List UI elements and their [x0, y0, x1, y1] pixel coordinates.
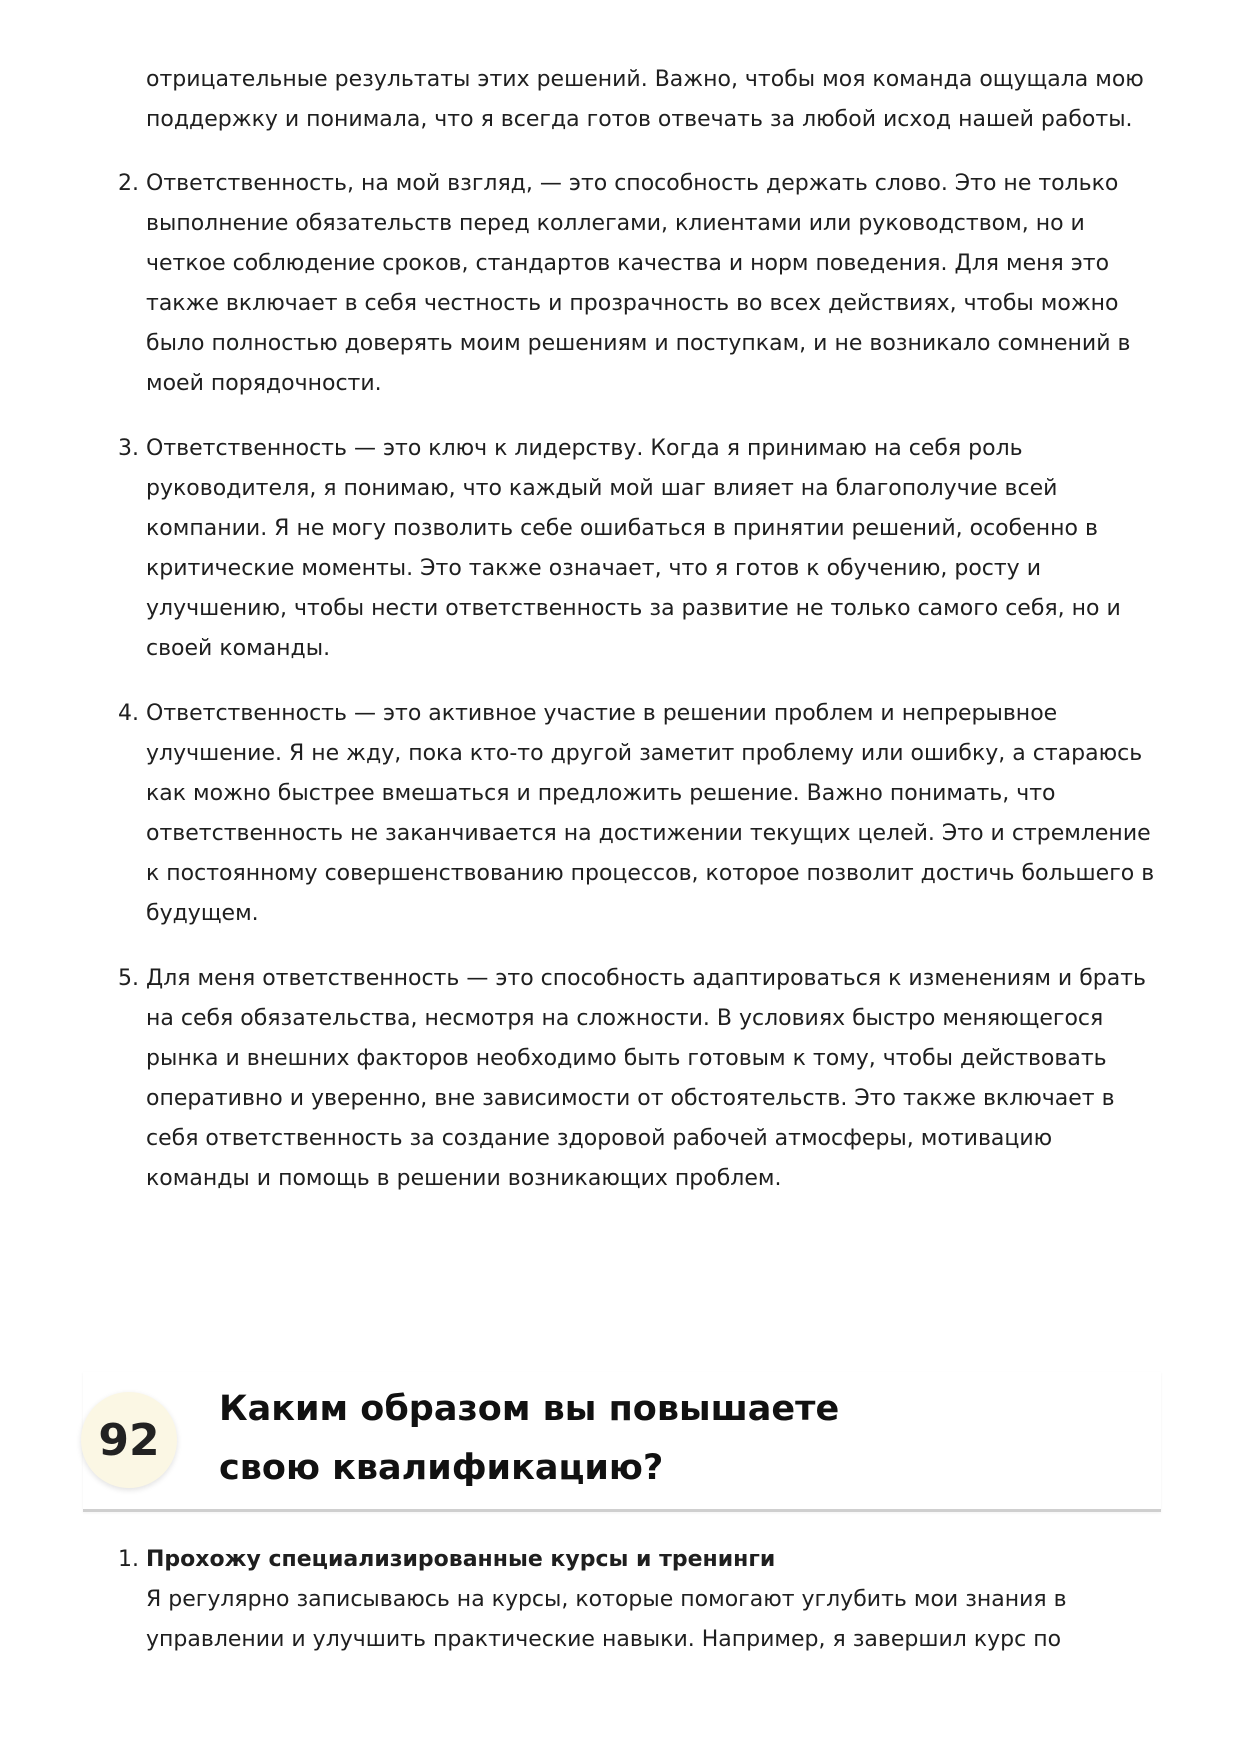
list-item-number: 2.	[118, 171, 139, 196]
list-item-heading: Прохожу специализированные курсы и тренинги	[146, 1547, 776, 1572]
previous-answers-list	[118, 164, 1156, 1224]
list-item-text: Ответственность — это ключ к лидерству. Когда я принимаю на себя роль руководителя, я понимаю, что каждый мой шаг влияет на благополучие всей компании. Я не могу позволить себе ошибаться в принятии решений, особенно в критические моменты. Это также означает, что я готов к обучению, росту и улучшению, чтобы нести ответственность за развитие не только самого себя, но и своей команды.	[146, 436, 1121, 661]
question-title: Каким образом вы повышаете свою квалификацию?	[219, 1389, 840, 1488]
current-answers-list	[118, 1540, 1156, 1685]
list-item-text: Для меня ответственность — это способность адаптироваться к изменениям и брать на себя обязательства, несмотря на сложности. В условиях быстро меняющегося рынка и внешних факторов необходимо быть готовым к тому, чтобы действовать оперативно и уверенно, вне зависимости от обстоятельств. Это также включает в себя ответственность за создание здоровой рабочей атмосферы, мотивацию команды и помощь в решении возникающих проблем.	[146, 966, 1147, 1191]
question-header	[83, 1372, 1161, 1512]
list-item-number: 3.	[118, 436, 139, 461]
continuation-paragraph: отрицательные результаты этих решений. Важно, чтобы моя команда ощущала мою поддержку и понимала, что я всегда готов отвечать за любой исход нашей работы.	[146, 67, 1144, 132]
list-item	[118, 694, 1156, 934]
list-item	[118, 1540, 1156, 1660]
list-item	[118, 429, 1156, 669]
question-number-badge: 92	[81, 1392, 177, 1488]
list-item	[118, 164, 1156, 404]
list-item-number: 5.	[118, 966, 139, 991]
list-item	[118, 959, 1156, 1199]
list-item-number: 4.	[118, 701, 139, 726]
list-item-text: Ответственность — это активное участие в решении проблем и непрерывное улучшение. Я не жду, пока кто-то другой заметит проблему или ошибку, а стараюсь как можно быстрее вмешаться и предложить решение. Важно понимать, что ответственность не заканчивается на достижении текущих целей. Это и стремление к постоянному совершенствованию процессов, которое позволит достичь большего в будущем.	[146, 701, 1155, 926]
list-item-number: 1.	[118, 1547, 139, 1572]
list-item-text: Ответственность, на мой взгляд, — это способность держать слово. Это не только выполнение обязательств перед коллегами, клиентами или руководством, но и четкое соблюдение сроков, стандартов качества и норм поведения. Для меня это также включает в себя честность и прозрачность во всех действиях, чтобы можно было полностью доверять моим решениям и поступкам, и не возникало сомнений в моей порядочности.	[146, 171, 1131, 396]
list-item-text: Я регулярно записываюсь на курсы, которые помогают углубить мои знания в управлении и улучшить практические навыки. Например, я завершил курс по	[146, 1587, 1067, 1652]
